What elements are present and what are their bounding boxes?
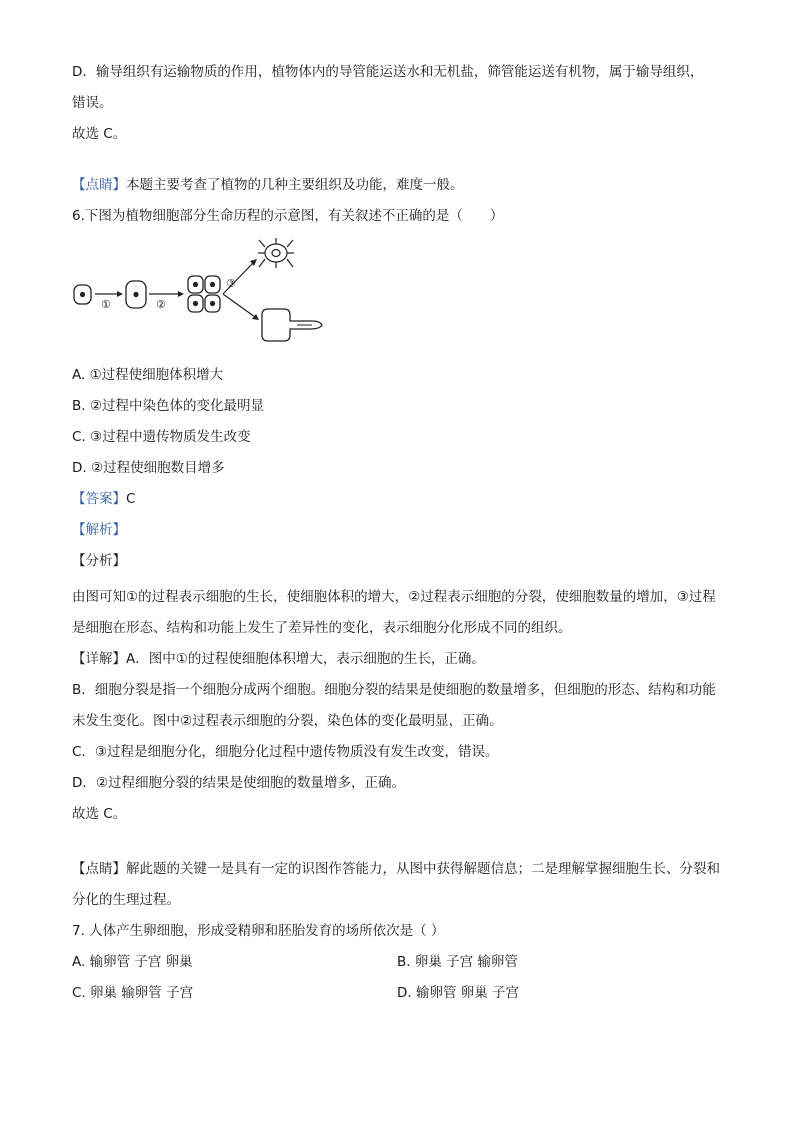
xiangjie-a-text: A．图中①的过程使细胞体积增大，表示细胞的生长，正确。 — [126, 651, 485, 667]
cell-process-diagram — [72, 237, 332, 347]
q6-option-a: A. ①过程使细胞体积增大 — [72, 367, 224, 383]
process-label-1: ① — [101, 298, 111, 311]
q7-options-row-1 — [72, 947, 722, 978]
q7-option-a: A. 输卵管 子宫 卵巢 — [72, 954, 193, 970]
answer-tag: 【答案】 — [72, 491, 126, 507]
q7-option-c: C. 卵巢 输卵管 子宫 — [72, 985, 194, 1001]
q6-stem: 6.下图为植物细胞部分生命历程的示意图，有关叙述不正确的是（ ） — [72, 208, 504, 224]
differentiated-cell-star — [258, 238, 294, 268]
process-label-3: ③ — [226, 277, 236, 290]
prev-option-d-line2: 错误。 — [72, 95, 113, 111]
q7-option-d: D. 输卵管 卵巢 子宫 — [397, 985, 520, 1001]
xiangjie-a — [72, 644, 722, 675]
dianjing-text: 本题主要考查了植物的几种主要组织及功能，难度一般。 — [126, 177, 464, 193]
xiangjie-c: C．③过程是细胞分化，细胞分化过程中遗传物质没有发生改变，错误。 — [72, 744, 499, 760]
jiexi-tag: 【解析】 — [72, 522, 126, 538]
q7-options-row-2 — [72, 978, 722, 1009]
fenxi-text: 由图可知①的过程表示细胞的生长，使细胞体积的增大，②过程表示细胞的分裂，使细胞数量的增加，③过程是细胞在形态、结构和功能上发生了差异性的变化，表示细胞分化形成不同的组织。 — [72, 589, 716, 636]
document-page — [72, 62, 722, 1009]
arrow-3-down — [223, 294, 255, 317]
xiangjie-d: D．②过程细胞分裂的结果是使细胞的数量增多，正确。 — [72, 775, 405, 791]
q6-dianjing-text: 解此题的关键一是具有一定的识图作答能力，从图中获得解题信息；二是理解掌握细胞生长、分裂和分化的生理过程。 — [72, 861, 720, 908]
q6-conclusion: 故选 C。 — [72, 806, 127, 822]
process-label-2: ② — [156, 298, 166, 311]
q6-answer — [72, 489, 722, 509]
q7-stem: 7. 人体产生卵细胞，形成受精卵和胚胎发育的场所依次是（ ） — [72, 923, 445, 939]
prev-conclusion: 故选 C。 — [72, 126, 127, 142]
q6-dianjing — [72, 854, 722, 916]
differentiated-cell-elongated — [262, 309, 322, 341]
prev-option-d-line1: D．输导组织有运输物质的作用，植物体内的导管能运送水和无机盐，筛管能运送有机物，属于输导组织， — [72, 64, 704, 80]
xiangjie-b: B．细胞分裂是指一个细胞分成两个细胞。细胞分裂的结果是使细胞的数量增多，但细胞的形态、结构和功能未发生变化。图中②过程表示细胞的分裂，染色体的变化最明显，正确。 — [72, 682, 716, 729]
xiangjie-tag: 【详解】 — [72, 651, 126, 667]
q6-option-c: C. ③过程中遗传物质发生改变 — [72, 429, 251, 445]
q6-dianjing-tag: 【点睛】 — [72, 861, 126, 877]
prev-dianjing — [72, 175, 722, 195]
q7-option-b: B. 卵巢 子宫 输卵管 — [397, 954, 518, 970]
dianjing-tag: 【点睛】 — [72, 177, 126, 193]
fenxi-tag: 【分析】 — [72, 553, 126, 569]
q6-option-d: D. ②过程使细胞数目增多 — [72, 460, 225, 476]
answer-value: C — [126, 491, 136, 507]
q6-option-b: B. ②过程中染色体的变化最明显 — [72, 398, 264, 414]
